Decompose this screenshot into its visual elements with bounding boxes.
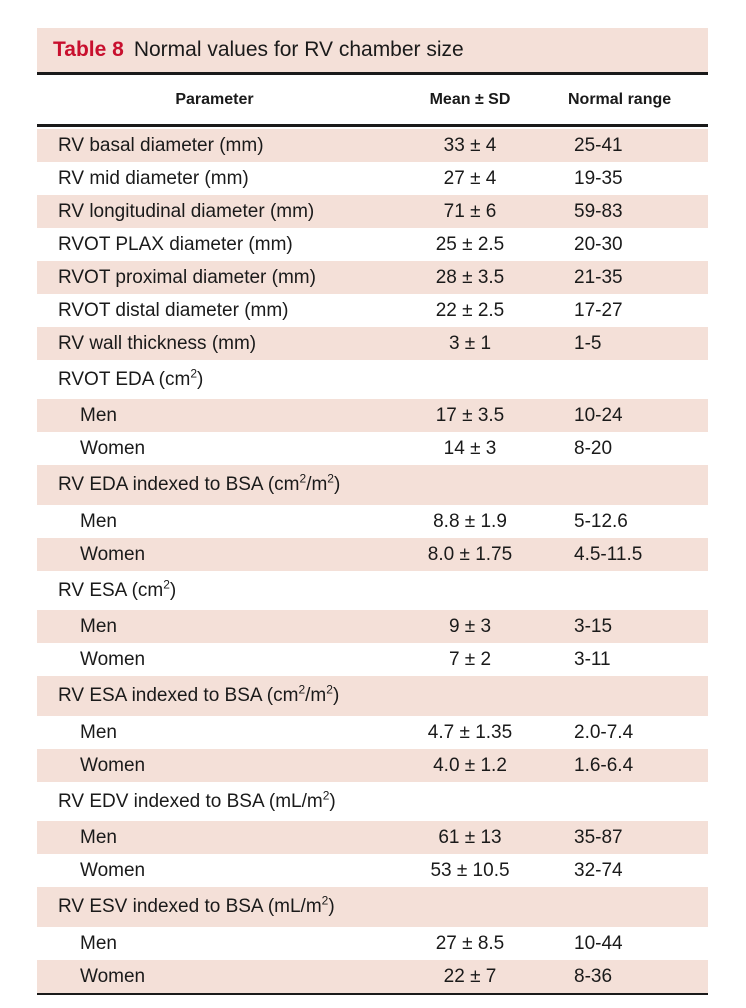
cell-mean-sd: 25 ± 2.5 [435,233,505,255]
parameter-text: RV ESV indexed to BSA (mL/m [58,896,322,917]
cell-mean-sd: 4.7 ± 1.35 [427,721,513,743]
table-row [37,399,708,432]
parameter-text: Women [80,965,146,987]
cell-normal-range: 25-41 [574,134,623,156]
cell-mean-sd: 22 ± 2.5 [435,299,505,321]
cell-parameter [37,860,392,882]
cell-parameter [37,511,392,533]
parameter-text: RV ESA indexed to BSA (cm [58,685,299,706]
cell-parameter [37,893,392,918]
table-row [37,749,708,782]
cell-parameter [37,682,392,707]
table-row [37,610,708,643]
cell-parameter [37,544,392,566]
cell-normal-range: 17-27 [574,299,623,321]
table-row [37,716,708,749]
cell-parameter [37,933,392,955]
cell-mean-sd: 9 ± 3 [448,615,492,637]
cell-normal-range: 19-35 [574,167,623,189]
cell-mean-sd: 33 ± 4 [443,134,497,156]
parameter-text: /m [305,685,327,706]
table-row [37,821,708,854]
parameter-text: ) [328,896,335,917]
cell-mean-sd: 8.0 ± 1.75 [427,543,513,565]
parameter-text: RV longitudinal diameter (mm) [58,200,315,222]
cell-mean-sd: 28 ± 3.5 [435,266,505,288]
header-normal-range: Normal range [568,90,672,108]
cell-normal-range: 20-30 [574,233,623,255]
table-number: Table 8 [53,38,124,61]
table-title [37,28,708,72]
parameter-text: ) [329,790,336,812]
cell-mean-sd: 3 ± 1 [448,332,492,354]
cell-normal-range: 8-36 [574,965,613,987]
cell-parameter [37,267,392,289]
cell-parameter [37,300,392,322]
table-header [37,75,708,124]
parameter-text: RVOT EDA (cm [58,368,191,390]
cell-mean-sd: 14 ± 3 [443,437,497,459]
cell-normal-range: 1-5 [574,332,602,354]
parameter-text: Women [80,437,146,459]
cell-parameter [37,438,392,460]
table-row [37,643,708,676]
cell-parameter [37,234,392,256]
parameter-text: RV wall thickness (mm) [58,332,257,354]
table-row [37,887,708,927]
cell-mean-sd: 8.8 ± 1.9 [433,510,507,532]
parameter-text: Men [80,510,117,532]
cell-parameter [37,788,392,813]
parameter-text: Women [80,648,146,670]
cell-parameter [37,471,392,496]
table-row [37,927,708,960]
superscript: 2 [322,788,330,803]
parameter-text: RVOT distal diameter (mm) [58,299,289,321]
cell-normal-range: 8-20 [574,437,613,459]
cell-mean-sd: 7 ± 2 [448,648,492,670]
superscript: 2 [190,366,198,381]
cell-normal-range: 3-11 [574,648,611,670]
cell-mean-sd: 27 ± 4 [443,167,497,189]
superscript: 2 [298,682,306,697]
cell-parameter [37,168,392,190]
cell-mean-sd: 27 ± 8.5 [435,932,505,954]
cell-mean-sd: 53 ± 10.5 [430,859,510,881]
cell-parameter [37,405,392,427]
superscript: 2 [326,682,333,697]
table-row [37,261,708,294]
parameter-text: ) [332,685,340,706]
cell-mean-sd: 71 ± 6 [443,200,497,222]
parameter-text: ) [169,579,177,601]
cell-mean-sd: 61 ± 13 [438,826,502,848]
cell-normal-range: 59-83 [574,200,623,222]
cell-parameter [37,577,392,602]
cell-parameter [37,616,392,638]
table-row [37,162,708,195]
parameter-text: RV EDA indexed to BSA (cm [58,474,300,495]
superscript: 2 [163,577,170,592]
table-row [37,571,708,610]
parameter-text: RV mid diameter (mm) [58,167,249,189]
table-row [37,360,708,399]
parameter-text: Men [80,826,117,848]
cell-normal-range: 35-87 [574,826,623,848]
cell-normal-range: 5-12.6 [574,510,628,532]
parameter-text: Women [80,543,146,565]
table-row [37,228,708,261]
cell-normal-range: 2.0-7.4 [574,721,634,743]
cell-normal-range: 3-15 [574,615,613,637]
cell-parameter [37,366,392,391]
parameter-text: RV ESA (cm [58,579,164,601]
table-row [37,538,708,571]
table-row [37,327,708,360]
cell-parameter [37,649,392,671]
cell-parameter [37,201,392,223]
cell-parameter [37,966,392,988]
data-table [37,28,708,995]
parameter-text: RV EDV indexed to BSA (mL/m [58,790,323,812]
cell-parameter [37,722,392,744]
parameter-text: Men [80,932,117,954]
parameter-text: RVOT PLAX diameter (mm) [58,233,293,255]
table-row [37,465,708,505]
table-row [37,854,708,887]
header-mean-sd: Mean ± SD [429,90,511,108]
parameter-text: Women [80,859,146,881]
cell-normal-range: 21-35 [574,266,623,288]
table-row [37,782,708,821]
parameter-text: RV basal diameter (mm) [58,134,264,156]
superscript: 2 [327,471,334,486]
superscript: 2 [321,893,329,908]
cell-normal-range: 10-44 [574,932,623,954]
cell-parameter [37,333,392,355]
table-caption: Normal values for RV chamber size [133,38,464,61]
cell-mean-sd: 4.0 ± 1.2 [433,754,507,776]
parameter-text: Women [80,754,146,776]
table-row [37,432,708,465]
bottom-rule [37,993,708,995]
parameter-text: Men [80,404,117,426]
parameter-text: ) [333,474,341,495]
table-row [37,294,708,327]
cell-normal-range: 4.5-11.5 [574,543,643,565]
cell-mean-sd: 17 ± 3.5 [435,404,505,426]
parameter-text: RVOT proximal diameter (mm) [58,266,316,288]
parameter-text: Men [80,615,117,637]
cell-normal-range: 10-24 [574,404,623,426]
header-parameter: Parameter [175,90,254,108]
table-row [37,195,708,228]
table-body [37,129,708,993]
table-row [37,676,708,716]
cell-parameter [37,827,392,849]
table-row [37,960,708,993]
cell-normal-range: 32-74 [574,859,623,881]
parameter-text: /m [306,474,328,495]
superscript: 2 [299,471,307,486]
parameter-text: ) [197,368,204,390]
cell-normal-range: 1.6-6.4 [574,754,634,776]
table-row [37,129,708,162]
cell-mean-sd: 22 ± 7 [443,965,497,987]
cell-parameter [37,755,392,777]
parameter-text: Men [80,721,117,743]
cell-parameter [37,135,392,157]
table-row [37,505,708,538]
